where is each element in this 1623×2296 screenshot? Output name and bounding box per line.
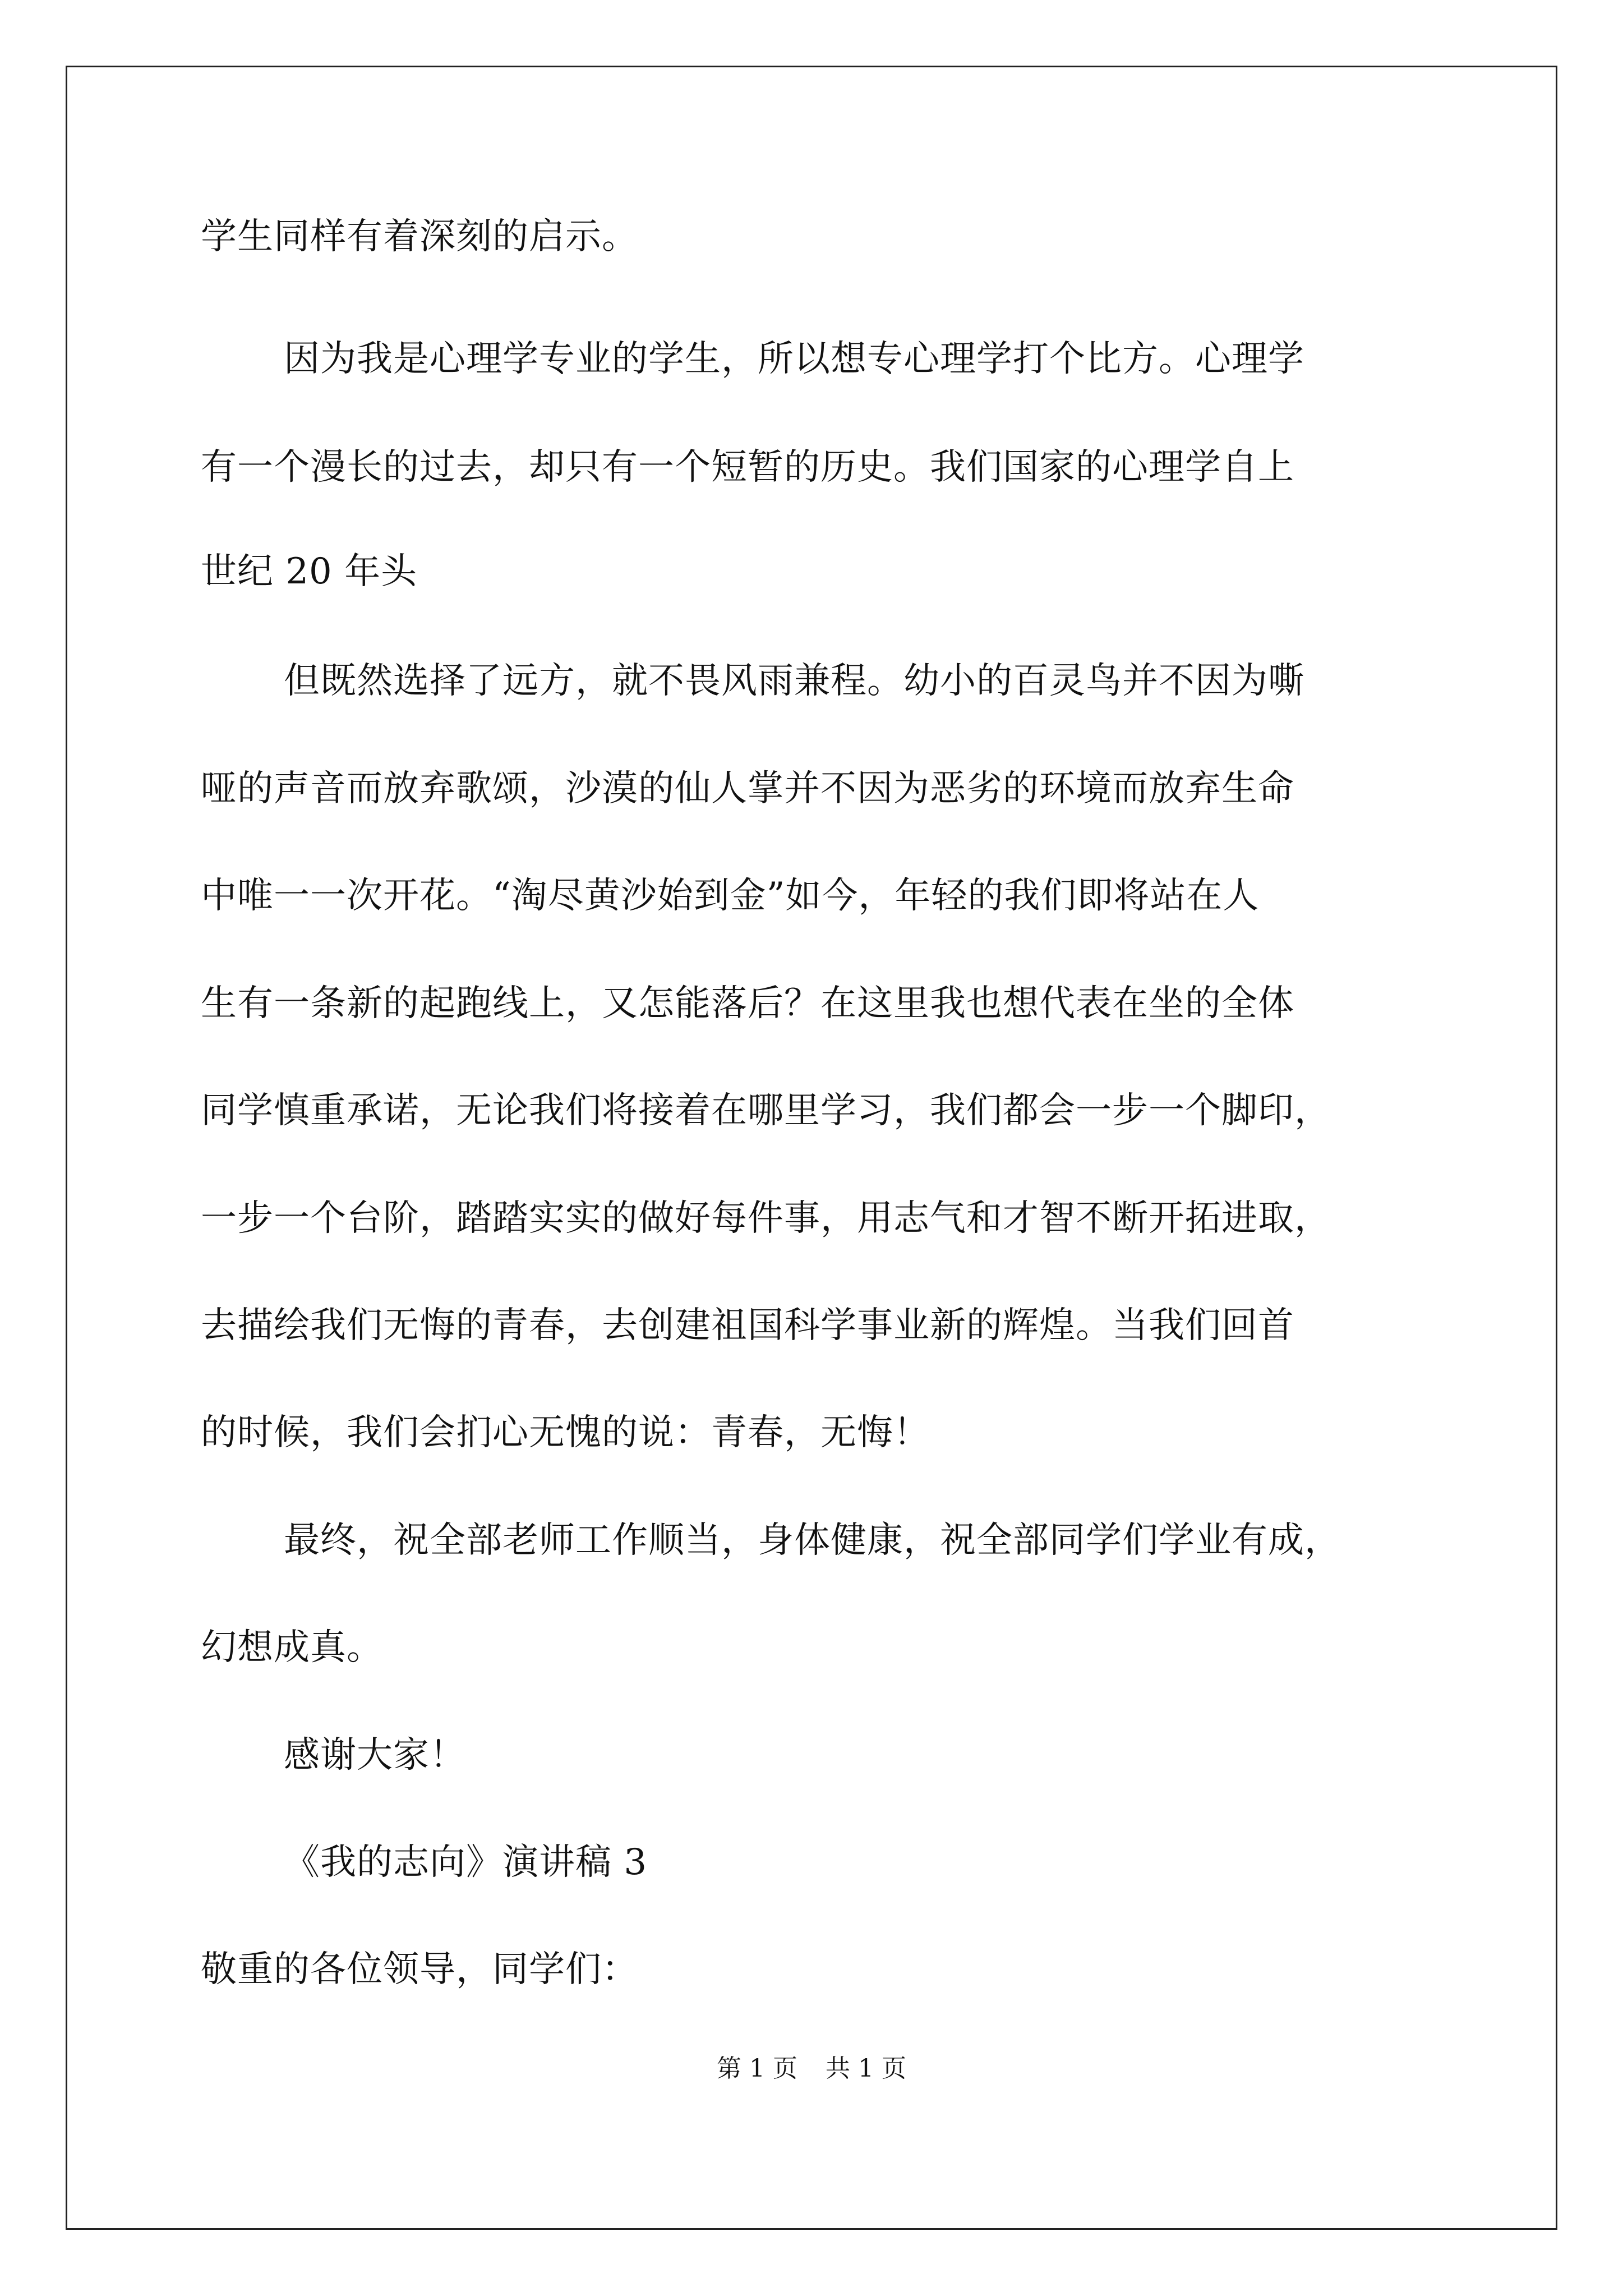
- salutation: 敬重的各位领导，同学们：: [201, 1949, 638, 1990]
- text-line-4: 世纪 20 年头: [201, 551, 418, 592]
- text-line-15: 感谢大家！: [284, 1734, 466, 1776]
- text-line-10: 一步一个台阶，踏踏实实的做好每件事，用志气和才智不断开拓进取，: [201, 1198, 1331, 1239]
- text-line-14: 幻想成真。: [201, 1627, 383, 1668]
- page-footer: [0, 2053, 1623, 2085]
- section-heading: 《我的志向》演讲稿 3: [284, 1842, 648, 1883]
- text-line-13: 最终，祝全部老师工作顺当，身体健康，祝全部同学们学业有成，: [284, 1520, 1341, 1561]
- text-line-5: 但既然选择了远方，就不畏风雨兼程。幼小的百灵鸟并不因为嘶: [284, 660, 1304, 702]
- text-line-3: 有一个漫长的过去，却只有一个短暂的历史。我们国家的心理学自上: [201, 447, 1294, 488]
- text-line-1: 学生同样有着深刻的启示。: [201, 216, 638, 257]
- text-line-12: 的时候，我们会扪心无愧的说：青春，无悔！: [201, 1412, 930, 1453]
- text-line-7: 中唯一一次开花。“淘尽黄沙始到金”如今，年轻的我们即将站在人: [201, 875, 1260, 917]
- text-line-11: 去描绘我们无悔的青春，去创建祖国科学事业新的辉煌。当我们回首: [201, 1305, 1294, 1346]
- text-line-8: 生有一条新的起跑线上，又怎能落后？在这里我也想代表在坐的全体: [201, 983, 1294, 1024]
- text-line-6: 哑的声音而放弃歌颂，沙漠的仙人掌并不因为恶劣的环境而放弃生命: [201, 768, 1294, 809]
- text-line-9: 同学慎重承诺，无论我们将接着在哪里学习，我们都会一步一个脚印，: [201, 1090, 1331, 1131]
- page-number: 第 1 页: [717, 2054, 797, 2083]
- page-border: [66, 66, 1557, 2230]
- text-line-2: 因为我是心理学专业的学生，所以想专心理学打个比方。心理学: [284, 338, 1304, 380]
- page-total: 共 1 页: [826, 2054, 906, 2083]
